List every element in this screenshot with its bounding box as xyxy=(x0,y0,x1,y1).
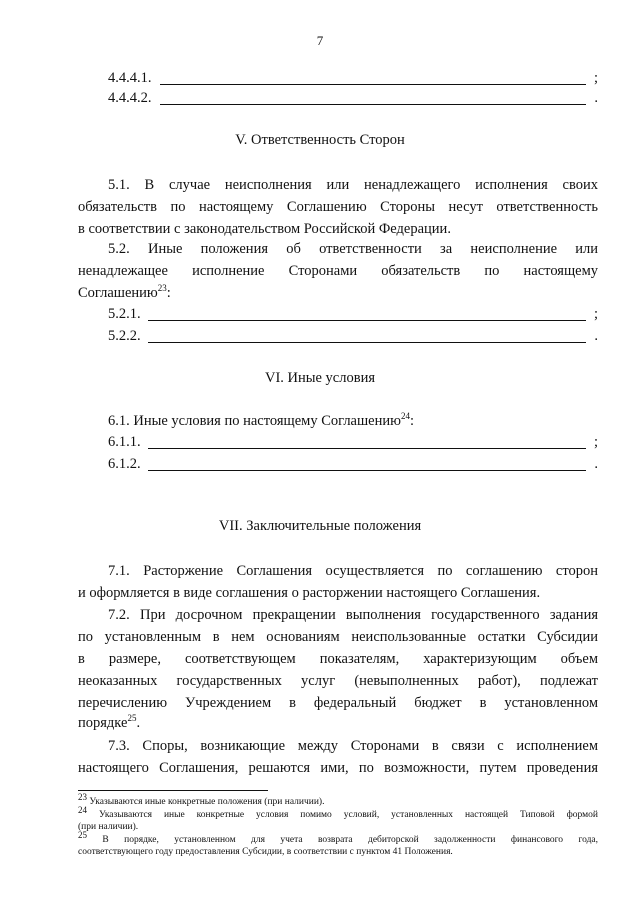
section-heading: VI. Иные условия xyxy=(264,370,376,386)
footnote xyxy=(78,805,599,821)
paragraph-line: 5.1. В случае неисполнения или ненадлежащего исполнения своих xyxy=(108,177,598,193)
footnote-separator xyxy=(78,790,268,791)
item-number: 6.1.2. xyxy=(108,456,141,472)
paragraph-line: 5.2. Иные положения об ответственности за неисполнение или xyxy=(108,241,598,257)
item-number: 5.2.1. xyxy=(108,306,141,322)
fill-in-line xyxy=(160,84,586,85)
item-end-punct: ; xyxy=(593,434,598,450)
footnote-ref: 24 xyxy=(400,411,410,422)
blank-item xyxy=(108,434,598,452)
item-number: 6.1.1. xyxy=(108,434,141,450)
blank-item xyxy=(108,90,598,108)
footnote-ref: 25 xyxy=(127,713,137,724)
footnote-text: Указываются иные конкретные условия помимо условий, установленных настоящей Типовой формой xyxy=(98,810,599,821)
item-end-punct: . xyxy=(594,90,598,106)
text: Соглашению xyxy=(78,285,158,301)
item-end-punct: ; xyxy=(593,70,598,86)
fill-in-line xyxy=(148,342,586,343)
paragraph-line: ненадлежащее исполнение Сторонами обязательств по настоящему xyxy=(78,263,598,279)
footnote xyxy=(78,830,599,846)
item-number: 4.4.4.2. xyxy=(108,90,152,106)
paragraph-line: в соответствии с законодательством Российской Федерации. xyxy=(78,221,451,237)
blank-item xyxy=(108,70,598,88)
section-heading: V. Ответственность Сторон xyxy=(235,132,405,148)
blank-item xyxy=(108,328,598,346)
paragraph-line: в размере, соответствующем показателям, характеризующим объем xyxy=(78,651,598,667)
paragraph-line: обязательств по настоящему Соглашению Стороны несут ответственность xyxy=(78,199,598,215)
text: : xyxy=(166,285,171,301)
blank-item xyxy=(108,456,598,474)
paragraph-line xyxy=(78,714,598,732)
text: : xyxy=(409,413,414,429)
footnote-text: В порядке, установленном для учета возврата дебиторской задолженности финансового года, xyxy=(102,835,599,846)
paragraph-line: 7.2. При досрочном прекращении выполнения государственного задания xyxy=(108,607,598,623)
text: . xyxy=(136,715,141,731)
footnote-continuation: соответствующего году предоставления Субсидии, в соответствии с пунктом 41 Положения. xyxy=(78,847,453,857)
blank-item xyxy=(108,306,598,324)
paragraph-line xyxy=(108,412,628,430)
footnote-number: 24 xyxy=(78,805,87,815)
paragraph-line: настоящего Соглашения, решаются ими, по возможности, путем проведения xyxy=(78,760,598,776)
fill-in-line xyxy=(148,320,586,321)
fill-in-line xyxy=(148,470,586,471)
item-end-punct: . xyxy=(594,328,598,344)
text: порядке xyxy=(78,715,128,731)
item-number: 4.4.4.1. xyxy=(108,70,152,86)
paragraph-line xyxy=(78,284,598,302)
fill-in-line xyxy=(148,448,586,449)
paragraph-line: 7.3. Споры, возникающие между Сторонами в связи с исполнением xyxy=(108,738,598,754)
paragraph-line: и оформляется в виде соглашения о расторжении настоящего Соглашения. xyxy=(78,585,541,601)
footnote-number: 25 xyxy=(78,830,87,840)
item-end-punct: ; xyxy=(593,306,598,322)
item-number: 5.2.2. xyxy=(108,328,141,344)
footnote-number: 23 xyxy=(78,792,87,802)
footnote-continuation: (при наличии). xyxy=(78,822,139,832)
section-heading: VII. Заключительные положения xyxy=(218,518,422,534)
paragraph-line: 7.1. Расторжение Соглашения осуществляется по соглашению сторон xyxy=(108,563,598,579)
paragraph-line: перечислению Учреждением в федеральный бюджет в установленном xyxy=(78,695,598,711)
footnote-ref: 23 xyxy=(157,283,167,294)
page-number: 7 xyxy=(316,33,324,48)
fill-in-line xyxy=(160,104,586,105)
paragraph-line: по установленным в нем основаниям неиспользованные остатки Субсидии xyxy=(78,629,598,645)
paragraph-line: неоказанных государственных услуг (невыполненных работ), подлежат xyxy=(78,673,598,689)
item-end-punct: . xyxy=(594,456,598,472)
footnote xyxy=(78,792,598,808)
text: 6.1. Иные условия по настоящему Соглашению xyxy=(108,413,401,429)
footnote-text: Указываются иные конкретные положения (при наличии). xyxy=(89,797,325,808)
